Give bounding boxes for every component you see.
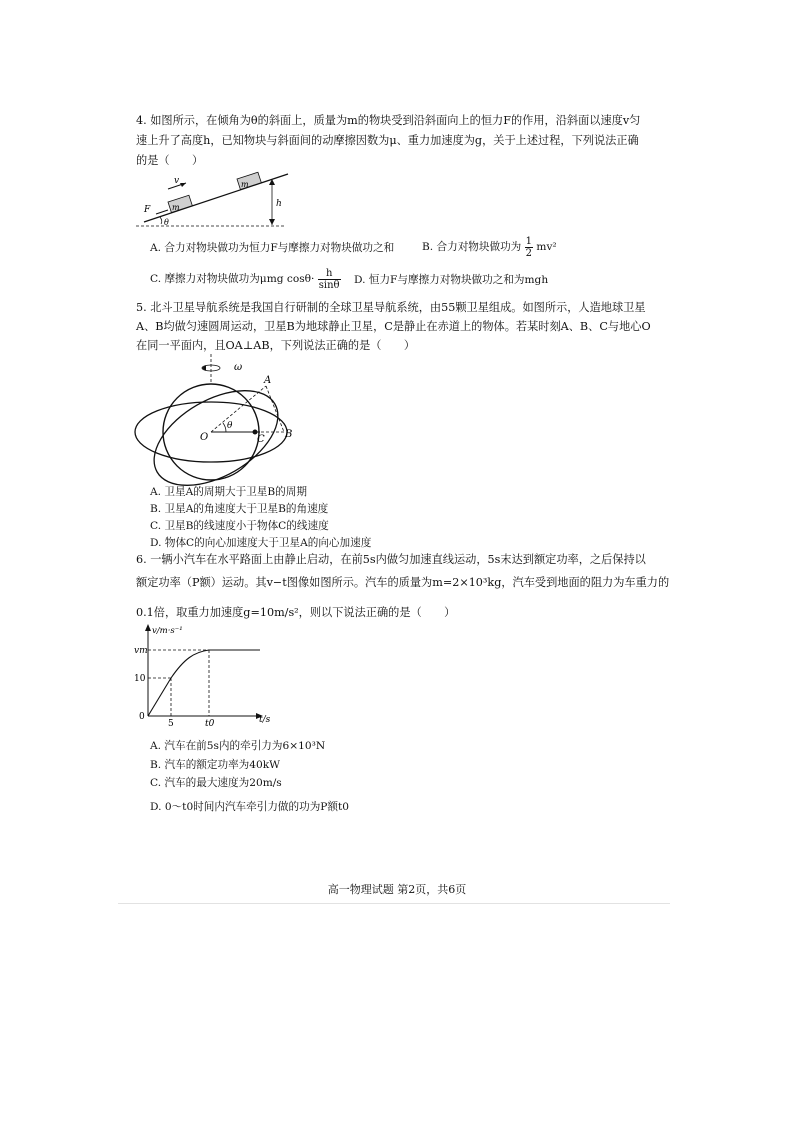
q6-vt-graph bbox=[134, 622, 284, 729]
q5-stem-line-1: 5. 北斗卫星导航系统是我国自行研制的全球卫星导航系统，由55颗卫星组成。如图所示，人造地球卫星 bbox=[136, 301, 646, 314]
q6-origin-label: 0 bbox=[139, 712, 145, 722]
q5-option-d: D. 物体C的向心加速度大于卫星A的向心加速度 bbox=[150, 537, 372, 549]
q4-option-c-den: sinθ bbox=[318, 279, 340, 291]
q6-stem-line-2: 额定功率（P额）运动。其v−t图像如图所示。汽车的质量为m=2×10³kg，汽车受到地面的阻力为车重力的 bbox=[136, 576, 670, 589]
q4-option-b-text: B. 合力对物块做功为 bbox=[422, 241, 522, 253]
q4-option-b-num: 1 bbox=[525, 235, 533, 247]
q6-x5-label: 5 bbox=[168, 719, 174, 729]
q5-C-label: C bbox=[257, 434, 265, 445]
q6-option-b: B. 汽车的额定功率为40kW bbox=[150, 759, 281, 771]
q5-O-label: O bbox=[200, 432, 209, 443]
q5-theta-label: θ bbox=[227, 421, 233, 431]
q6-xlabel: t/s bbox=[259, 715, 271, 725]
q6-option-c: C. 汽车的最大速度为20m/s bbox=[150, 777, 282, 789]
q4-stem-line-2: 速上升了高度h，已知物块与斜面间的动摩擦因数为μ、重力加速度为g，关于上述过程，下列说法正确 bbox=[136, 134, 639, 147]
q6-stem-line-1: 6. 一辆小汽车在水平路面上由静止启动，在前5s内做匀加速直线运动，5s末达到额定功率，之后保持以 bbox=[136, 553, 646, 566]
q5-stem-line-3: 在同一平面内，且OA⊥AB，下列说法正确的是（ ） bbox=[136, 339, 416, 352]
q4-theta-label: θ bbox=[164, 218, 169, 227]
q5-A-label: A bbox=[264, 375, 272, 386]
q6-stem-line-3: 0.1倍，取重力加速度g=10m/s²，则以下说法正确的是（ ） bbox=[136, 606, 456, 619]
q6-ylabel: v/m·s⁻¹ bbox=[152, 626, 183, 636]
q4-option-c-text: C. 摩擦力对物块做功为μmg cosθ· bbox=[150, 273, 315, 285]
q4-block-high-label: m bbox=[241, 180, 249, 189]
page-footer: 高一物理试题 第2页，共6页 bbox=[327, 883, 467, 896]
q6-option-a: A. 汽车在前5s内的牵引力为6×10³N bbox=[150, 740, 326, 752]
q4-option-a: A. 合力对物块做功为恒力F与摩擦力对物块做功之和 bbox=[150, 242, 395, 254]
q4-option-b-den: 2 bbox=[525, 247, 533, 259]
q5-option-b: B. 卫星A的角速度大于卫星B的角速度 bbox=[150, 503, 329, 515]
q4-option-b-tail: mv² bbox=[536, 241, 557, 253]
q4-stem-line-1: 4. 如图所示，在倾角为θ的斜面上，质量为m的物块受到沿斜面向上的恒力F的作用，沿斜面以速度v匀 bbox=[136, 114, 641, 127]
q4-v-label: v bbox=[174, 176, 180, 186]
q5-omega-label: ω bbox=[234, 362, 243, 373]
q5-option-c: C. 卫星B的线速度小于物体C的线速度 bbox=[150, 520, 329, 532]
q4-option-c bbox=[150, 266, 341, 292]
q4-option-b-fraction bbox=[525, 236, 533, 259]
q4-incline-figure bbox=[136, 166, 296, 230]
q4-stem-line-3: 的是（ ） bbox=[136, 154, 204, 167]
q4-h-label: h bbox=[276, 199, 282, 209]
q4-block-low-label: m bbox=[172, 203, 180, 212]
q6-t0-label: t0 bbox=[205, 719, 215, 729]
q4-option-c-fraction bbox=[318, 268, 341, 291]
q4-option-c-num: h bbox=[318, 268, 341, 280]
q5-B-label: B bbox=[285, 429, 293, 440]
q4-option-b bbox=[422, 234, 557, 260]
q6-vm-label: vm bbox=[134, 646, 148, 656]
q5-stem-line-2: A、B均做匀速圆周运动，卫星B为地球静止卫星，C是静止在赤道上的物体。若某时刻A、B、C与地心O bbox=[136, 320, 651, 333]
q6-y10-label: 10 bbox=[134, 674, 146, 684]
q4-F-label: F bbox=[144, 205, 151, 215]
footer-divider bbox=[118, 903, 670, 904]
q5-orbit-figure bbox=[134, 354, 304, 482]
q6-option-d: D. 0～t0时间内汽车牵引力做的功为P额t0 bbox=[150, 801, 350, 813]
q5-option-a: A. 卫星A的周期大于卫星B的周期 bbox=[150, 486, 307, 498]
q4-option-d: D. 恒力F与摩擦力对物块做功之和为mgh bbox=[354, 274, 549, 286]
